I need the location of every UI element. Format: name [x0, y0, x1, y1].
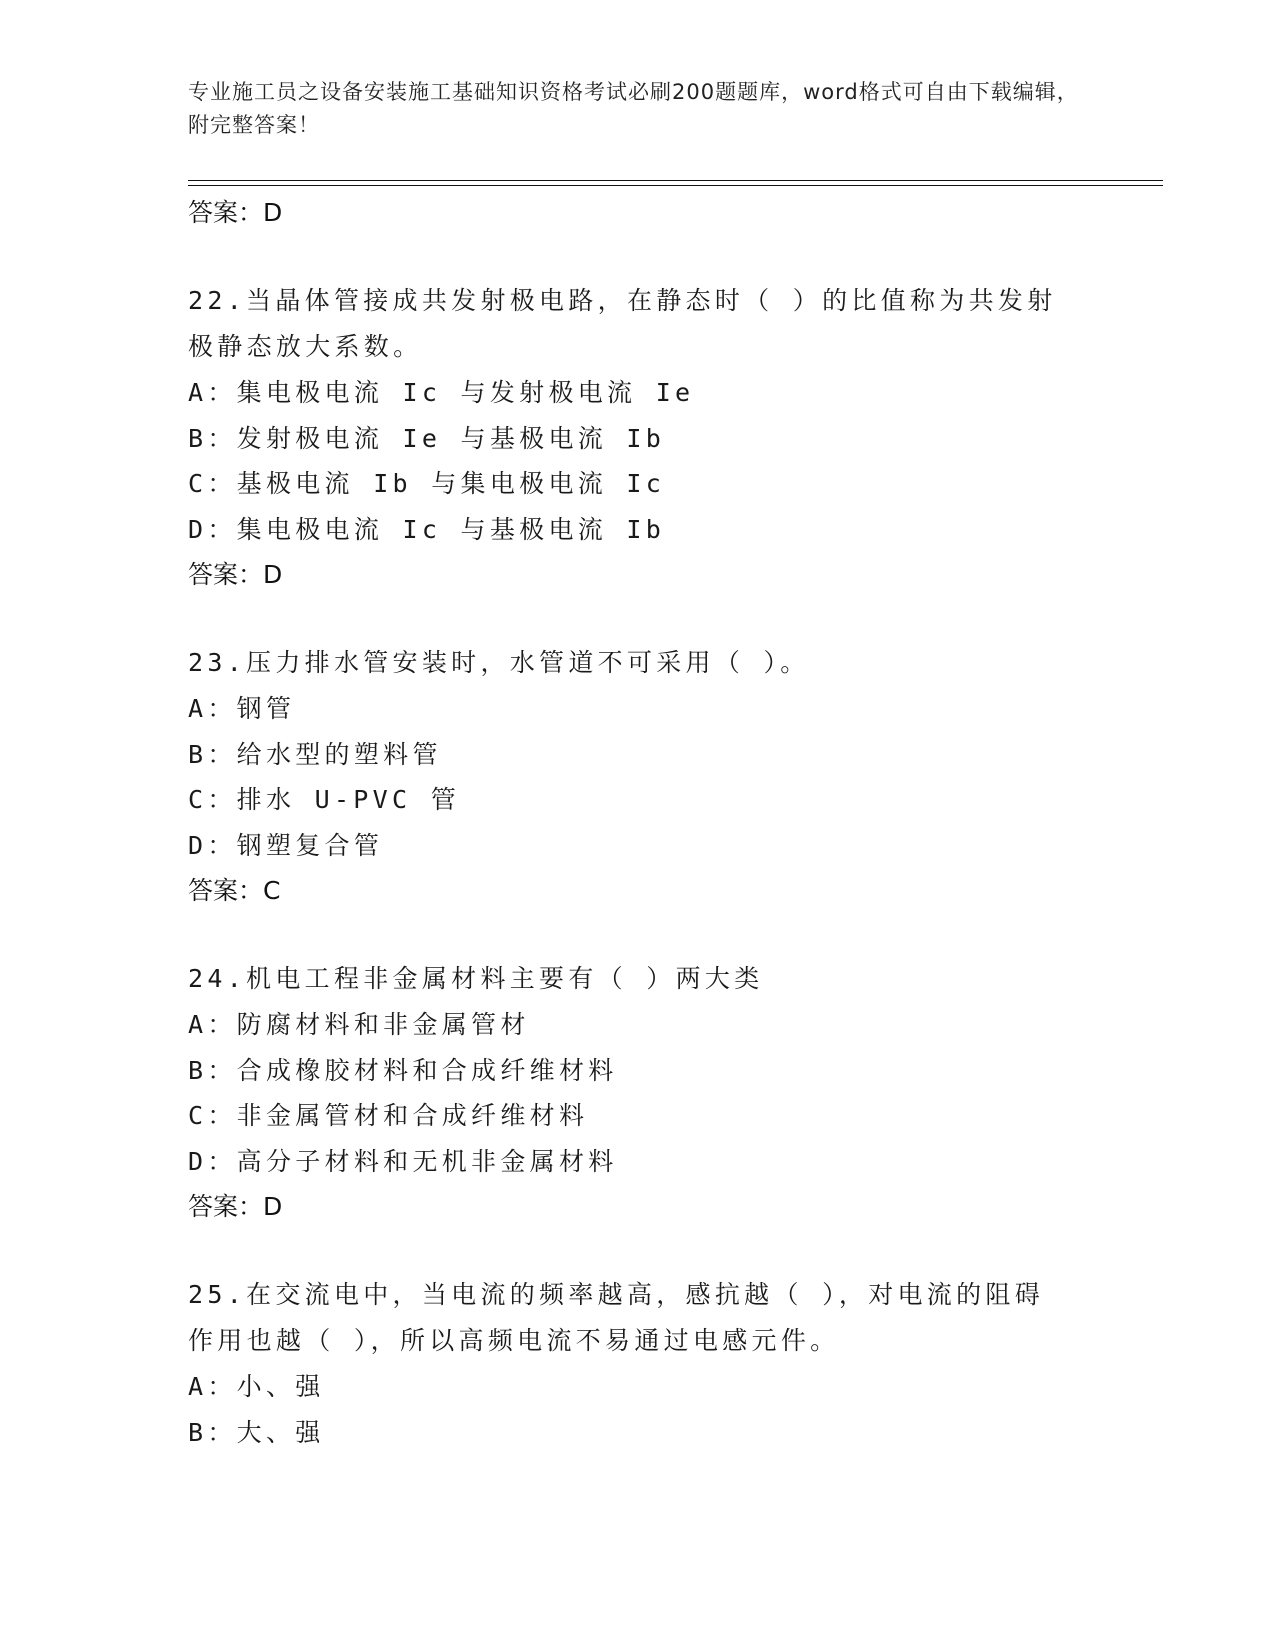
answer-line: 答案：D	[188, 560, 283, 589]
question-25	[188, 1272, 1088, 1455]
option-d: D：钢塑复合管	[188, 830, 384, 860]
question-23	[188, 640, 1088, 914]
question-24	[188, 956, 1088, 1230]
option-b: B：给水型的塑料管	[188, 739, 442, 769]
option-a: A：小、强	[188, 1372, 325, 1401]
option-b: B：大、强	[188, 1417, 325, 1447]
answer-line: 答案：D	[188, 1192, 283, 1221]
option-c: C：非金属管材和合成纤维材料	[188, 1101, 589, 1130]
question-stem: 22.当晶体管接成共发射极电路，在静态时（ ）的比值称为共发射极静态放大系数。	[188, 286, 1057, 361]
option-b: B：合成橡胶材料和合成纤维材料	[188, 1055, 618, 1085]
option-c: C：排水 U-PVC 管	[188, 785, 461, 814]
document-body	[188, 190, 1088, 1455]
question-stem: 25.在交流电中，当电流的频率越高，感抗越（ ），对电流的阻碍作用也越（ ），所以高频电流不易通过电感元件。	[188, 1280, 1045, 1355]
option-b: B：发射极电流 Ie 与基极电流 Ib	[188, 423, 666, 453]
answer-line: 答案：D	[188, 198, 283, 227]
option-a: A：钢管	[188, 694, 296, 723]
answer-line: 答案：C	[188, 876, 281, 905]
option-d: D：高分子材料和无机非金属材料	[188, 1146, 618, 1176]
document-header: 专业施工员之设备安装施工基础知识资格考试必刷200题题库，word格式可自由下载编辑，附完整答案！	[188, 80, 1079, 137]
option-a: A：集电极电流 Ic 与发射极电流 Ie	[188, 378, 695, 407]
question-22	[188, 278, 1088, 598]
option-a: A：防腐材料和非金属管材	[188, 1010, 530, 1039]
question-stem: 24.机电工程非金属材料主要有（ ）两大类	[188, 964, 764, 993]
question-stem: 23.压力排水管安装时，水管道不可采用（ ）。	[188, 648, 810, 677]
header-rule-top	[188, 180, 1163, 181]
option-c: C：基极电流 Ib 与集电极电流 Ic	[188, 469, 666, 498]
option-d: D：集电极电流 Ic 与基极电流 Ib	[188, 514, 666, 544]
header-rule-bottom	[188, 185, 1163, 186]
